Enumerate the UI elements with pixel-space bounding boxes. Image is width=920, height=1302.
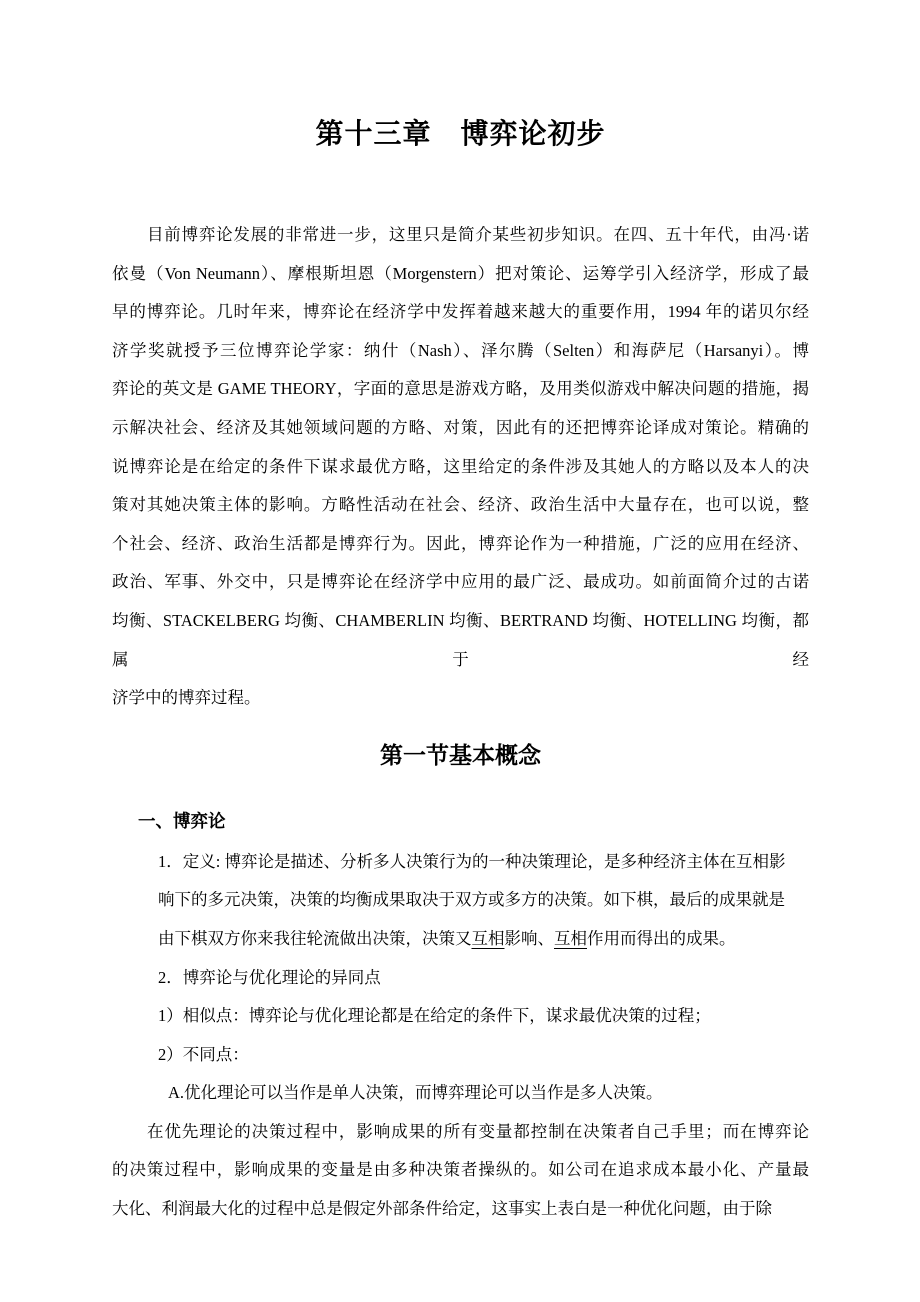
intro-line: 目前博弈论发展的非常进一步，这里只是简介某些初步知识。在四、五十年代，由冯·诺 (147, 225, 809, 244)
intro-line: 策对其她决策主体的影响。方略性活动在社会、经济、政治生活中大量存在，也可以说，整 (112, 495, 809, 515)
intro-line: 依曼（Von Neumann）、摩根斯坦恩（Morgenstern）把对策论、运筹学引入经济学，形成了最 (112, 263, 809, 283)
definition-line: 响下的多元决策，决策的均衡成果取决于双方或多方的决策。如下棋，最后的成果就是 (158, 890, 785, 910)
intro-line: 说博弈论是在给定的条件下谋求最优方略，这里给定的条件涉及其她人的方略以及本人的决 (112, 456, 809, 476)
intro-line: 济学中的博弈过程。 (112, 688, 261, 708)
definition-line (112, 920, 809, 959)
underlined-text: 互相 (554, 928, 587, 948)
closing-line: 的决策过程中，影响成果的变量是由多种决策者操纵的。如公司在追求成本最小化、产量最 (112, 1160, 809, 1180)
intro-line: 早的博弈论。几时年来，博弈论在经济学中发挥着越来越大的重要作用，1994 年的诺贝尔经 (112, 302, 809, 322)
list-item: 2．博弈论与优化理论的异同点 (158, 967, 381, 987)
list-item: 1）相似点：博弈论与优化理论都是在给定的条件下，谋求最优决策的过程； (158, 1006, 711, 1026)
intro-paragraph (112, 216, 809, 718)
underlined-text: 互相 (471, 928, 505, 948)
definition-line-text: 影响、 (504, 928, 554, 948)
closing-line: 在优先理论的决策过程中，影响成果的所有变量都控制在决策者自己手里；而在博弈论 (147, 1121, 809, 1141)
intro-line: 示解决社会、经济及其她领域问题的方略、对策，因此有的还把博弈论译成对策论。精确的 (112, 417, 809, 437)
list-item: A.优化理论可以当作是单人决策，而博弈理论可以当作是多人决策。 (168, 1083, 663, 1103)
definition-line-text: 由下棋双方你来我往轮流做出决策，决策又 (158, 928, 472, 948)
closing-line: 大化、利润最大化的过程中总是假定外部条件给定，这事实上表白是一种优化问题，由于除 (112, 1199, 772, 1219)
chapter-title: 第十三章 博弈论初步 (315, 119, 606, 150)
section-heading: 第一节基本概念 (380, 742, 541, 768)
subsection-heading: 一、博弈论 (138, 810, 226, 831)
body-block (112, 843, 809, 1229)
intro-line: 个社会、经济、政治生活都是博弈行为。因此，博弈论作为一种措施，广泛的应用在经济、 (112, 533, 809, 553)
intro-line: 济学奖就授予三位博弈论学家：纳什（Nash）、泽尔腾（Selten）和海萨尼（Harsanyi）。博 (112, 340, 809, 360)
list-item: 2）不同点： (158, 1044, 249, 1064)
intro-line: 均衡、STACKELBERG 均衡、CHAMBERLIN 均衡、BERTRAND 均衡、HOTELLING 均衡，都属于经 (112, 610, 809, 669)
intro-line: 政治、军事、外交中，只是博弈论在经济学中应用的最广泛、最成功。如前面简介过的古诺 (112, 572, 809, 592)
definition-line: 1．定义: 博弈论是描述、分析多人决策行为的一种决策理论，是多种经济主体在互相影 (158, 851, 786, 871)
intro-line: 弈论的英文是 GAME THEORY，字面的意思是游戏方略，及用类似游戏中解决问题的措施，揭 (112, 379, 809, 399)
definition-line-text: 作用而得出的成果。 (587, 928, 736, 948)
